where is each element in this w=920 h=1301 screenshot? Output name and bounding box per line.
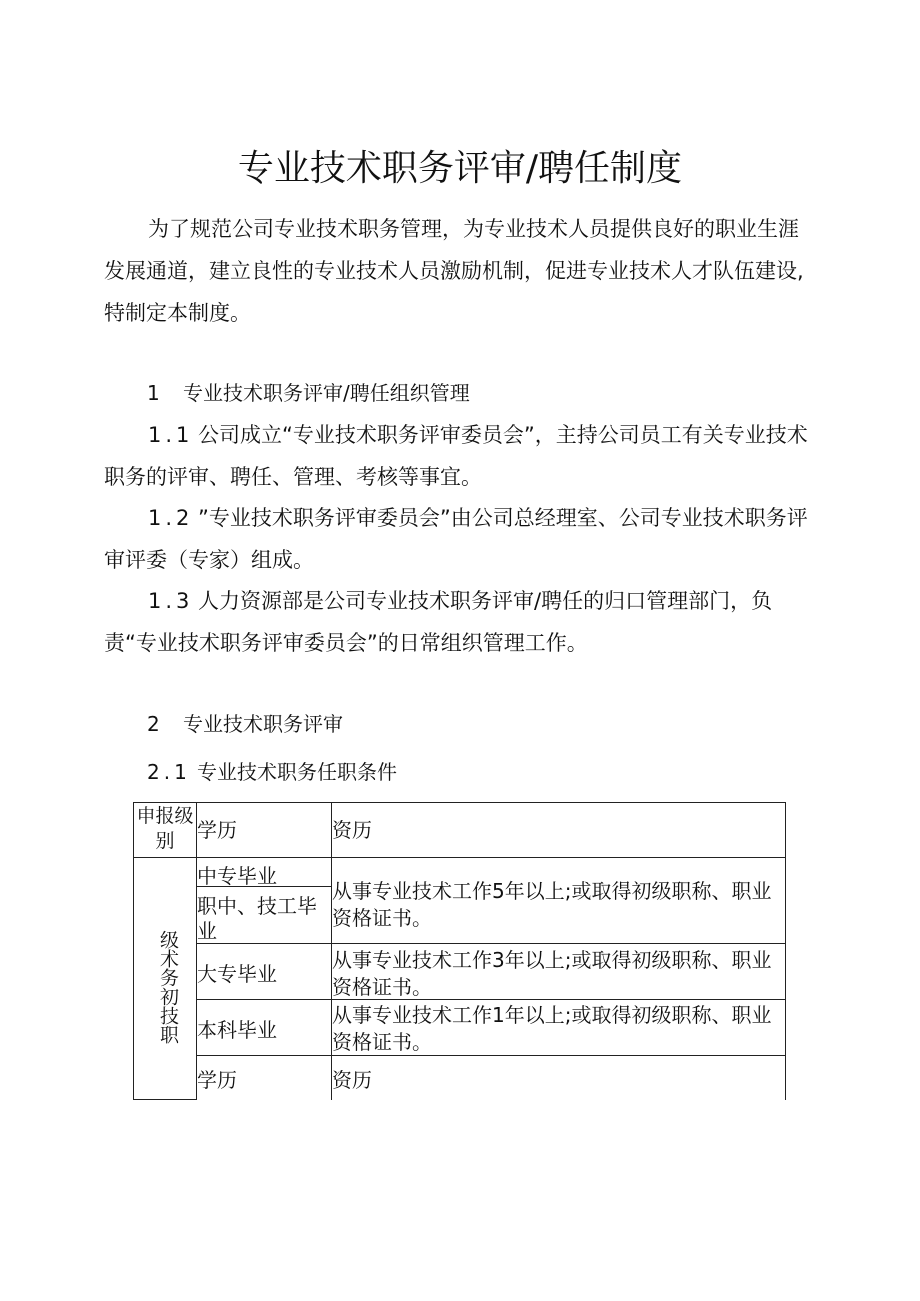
qualification-table [133,802,786,1100]
header-level: 申报级别 [136,805,194,852]
section-1-number: 1 [147,381,160,405]
section-1-title: 专业技术职务评审/聘任组织管理 [183,381,470,405]
intro-paragraph: 为了规范公司专业技术职务管理，为专业技术人员提供良好的职业生涯发展通道，建立良性的专业技术人员激励机制，促进专业技术人才队伍建设,特制定本制度。 [104,217,804,325]
header-education: 学历 [197,818,237,842]
item-1-1 [104,414,816,498]
subsection-2-1-number: 2.1 [147,760,191,784]
section-2-heading [147,710,343,738]
item-1-3-text: 人力资源部是公司专业技术职务评审/聘任的归口管理部门，负责“专业技术职务评审委员会”的日常组织管理工作。 [104,589,773,655]
item-1-1-number: 1.1 [148,423,194,447]
item-1-2 [104,497,816,581]
section-1-heading [147,379,470,407]
item-1-3 [104,580,816,664]
section-2-number: 2 [147,712,160,736]
item-1-2-text: ”专业技术职务评审委员会”由公司总经理室、公司专业技术职务评审评委（专家）组成。 [104,506,808,572]
item-1-1-text: 公司成立“专业技术职务评审委员会”，主持公司员工有关专业技术职务的评审、聘任、管理、考核等事宜。 [104,423,808,489]
table-border-right [785,802,786,1100]
item-1-3-number: 1.3 [148,589,194,613]
experience-cell: 从事专业技术工作3年以上;或取得初级职称、职业资格证书。 [332,948,772,999]
education-cell: 本科毕业 [197,1018,277,1042]
section-2-title: 专业技术职务评审 [183,712,343,736]
subsection-2-1-title: 专业技术职务任职条件 [197,760,397,784]
table-header-divider [133,857,786,858]
education-cell: 学历 [197,1068,237,1092]
table-border-bottom [133,1099,196,1100]
page-title: 专业技术职务评审/聘任制度 [237,148,683,189]
education-cell: 中专毕业 [197,864,277,888]
experience-cell: 从事专业技术工作5年以上;或取得初级职称、职业资格证书。 [332,879,772,930]
item-1-2-number: 1.2 [148,506,194,530]
group-label: 级术务初技职 [157,930,179,1044]
header-experience: 资历 [332,818,372,842]
experience-cell: 资历 [332,1068,372,1092]
subsection-2-1-heading [147,758,397,786]
table-column-divider [196,802,197,1100]
education-cell: 大专毕业 [197,962,277,986]
table-border-top [133,802,786,803]
education-cell: 职中、技工毕业 [197,894,317,943]
experience-cell: 从事专业技术工作1年以上;或取得初级职称、职业资格证书。 [332,1003,772,1054]
